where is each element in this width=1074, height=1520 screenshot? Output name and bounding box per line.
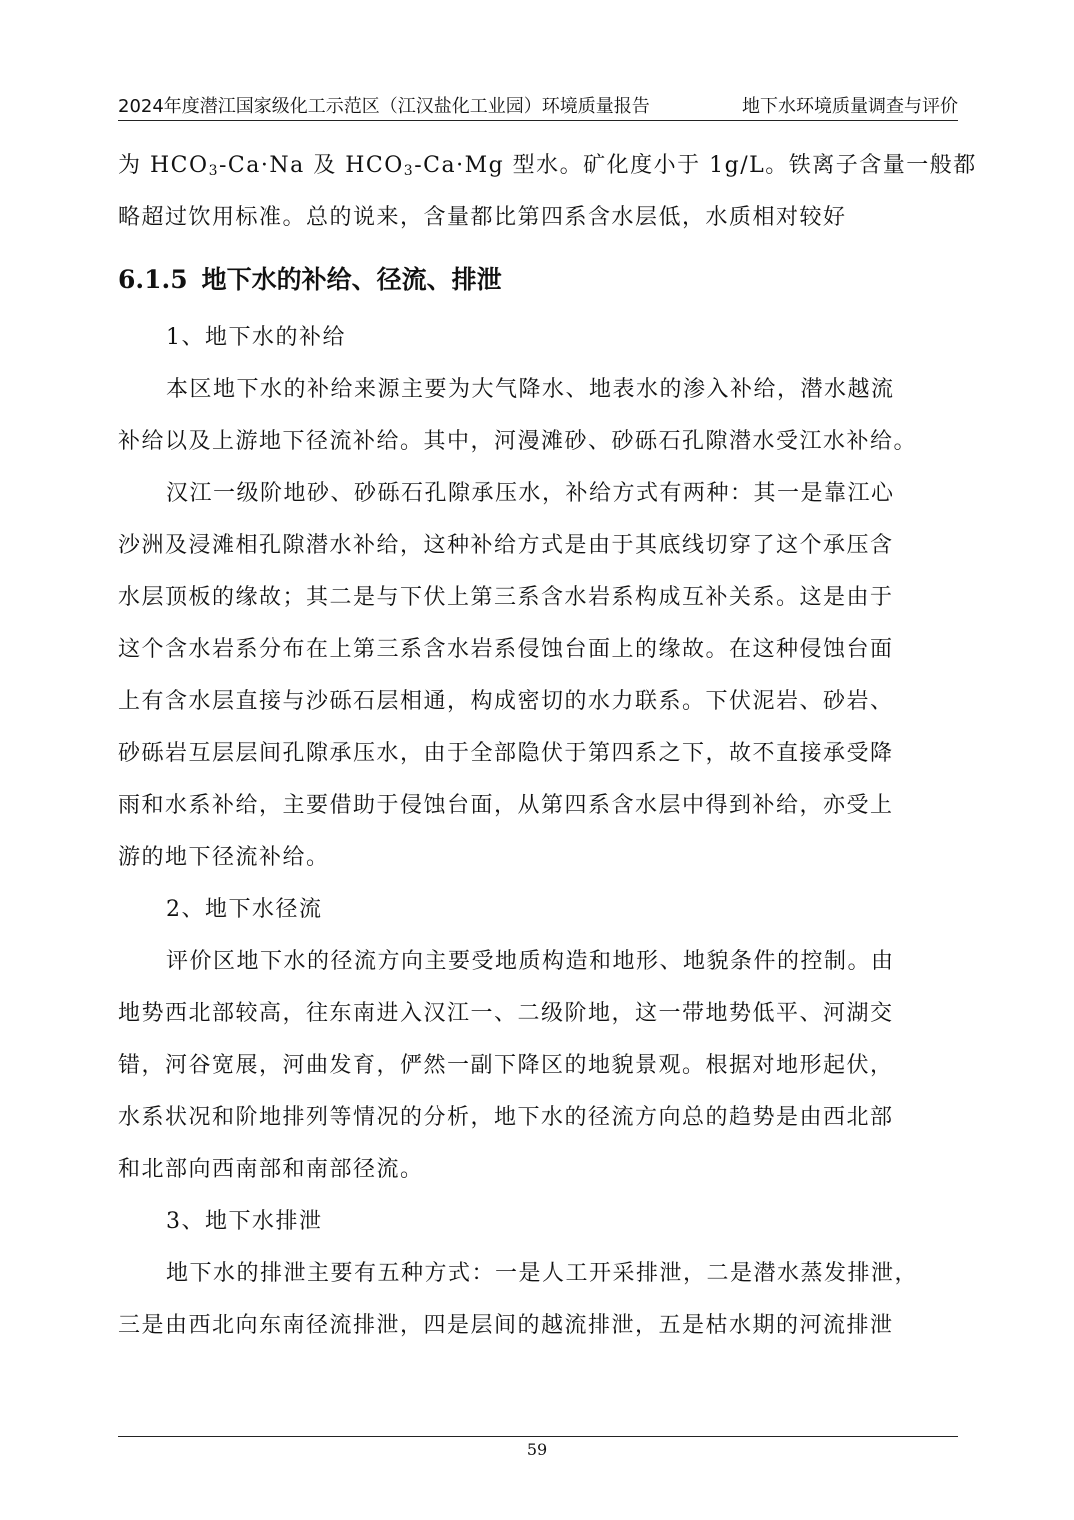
paragraph-line: 地下水的排泄主要有五种方式：一是人工开采排泄，二是潜水蒸发排泄， (166, 1261, 919, 1286)
paragraph-line: 为 $HCO_3-Ca\cdot Na$ 及 $HCO_3-Ca\cdot Mg$ 型水。矿化度小于 1g/L。铁离子含量一般都 (118, 153, 977, 179)
section-number: 6.1.5 (118, 265, 188, 294)
section-heading (118, 248, 958, 312)
paragraph-line: 雨和水系补给，主要借助于侵蚀台面，从第四系含水层中得到补给，亦受上 (118, 793, 894, 818)
paragraph-line: 地势西北部较高，往东南进入汉江一、二级阶地，这一带地势低平、河湖交 (118, 1001, 894, 1026)
paragraph-line: 砂砾岩互层层间孔隙承压水，由于全部隐伏于第四系之下，故不直接承受降 (118, 741, 894, 766)
subheading-runoff: 2、地下水径流 (166, 897, 323, 922)
subheading-recharge: 1、地下水的补给 (166, 325, 346, 350)
subheading-discharge: 3、地下水排泄 (166, 1209, 323, 1234)
paragraph-line: 三是由西北向东南径流排泄，四是层间的越流排泄，五是枯水期的河流排泄 (118, 1313, 894, 1338)
footer-divider (118, 1436, 958, 1437)
paragraph-line: 略超过饮用标准。总的说来，含量都比第四系含水层低，水质相对较好 (118, 205, 847, 230)
page-body (118, 140, 977, 1352)
paragraph-line: 沙洲及浸滩相孔隙潜水补给，这种补给方式是由于其底线切穿了这个承压含 (118, 533, 894, 558)
paragraph-line: 汉江一级阶地砂、砂砾石孔隙承压水，补给方式有两种：其一是靠江心 (166, 481, 895, 506)
paragraph-line: 和北部向西南部和南部径流。 (118, 1157, 424, 1182)
header-report-title: 2024年度潜江国家级化工示范区（江汉盐化工业园）环境质量报告 (118, 96, 650, 117)
paragraph-line: 水层顶板的缘故；其二是与下伏上第三系含水岩系构成互补关系。这是由于 (118, 585, 894, 610)
paragraph-line: 水系状况和阶地排列等情况的分析，地下水的径流方向总的趋势是由西北部 (118, 1105, 894, 1130)
section-title: 地下水的补给、径流、排泄 (201, 265, 502, 294)
paragraph-line: 这个含水岩系分布在上第三系含水岩系侵蚀台面上的缘故。在这种侵蚀台面 (118, 637, 894, 662)
paragraph-line: 补给以及上游地下径流补给。其中，河漫滩砂、砂砾石孔隙潜水受江水补给。 (118, 429, 918, 454)
page-number: 59 (526, 1440, 548, 1459)
paragraph-line: 本区地下水的补给来源主要为大气降水、地表水的渗入补给，潜水越流 (166, 377, 895, 402)
paragraph-line: 错，河谷宽展，河曲发育，俨然一副下降区的地貌景观。根据对地形起伏， (118, 1053, 894, 1078)
paragraph-line: 游的地下径流补给。 (118, 845, 330, 870)
paragraph-line: 评价区地下水的径流方向主要受地质构造和地形、地貌条件的控制。由 (166, 949, 895, 974)
header-chapter-title: 地下水环境质量调查与评价 (742, 96, 958, 117)
paragraph-line: 上有含水层直接与沙砾石层相通，构成密切的水力联系。下伏泥岩、砂岩、 (118, 689, 894, 714)
page-header (118, 90, 958, 121)
